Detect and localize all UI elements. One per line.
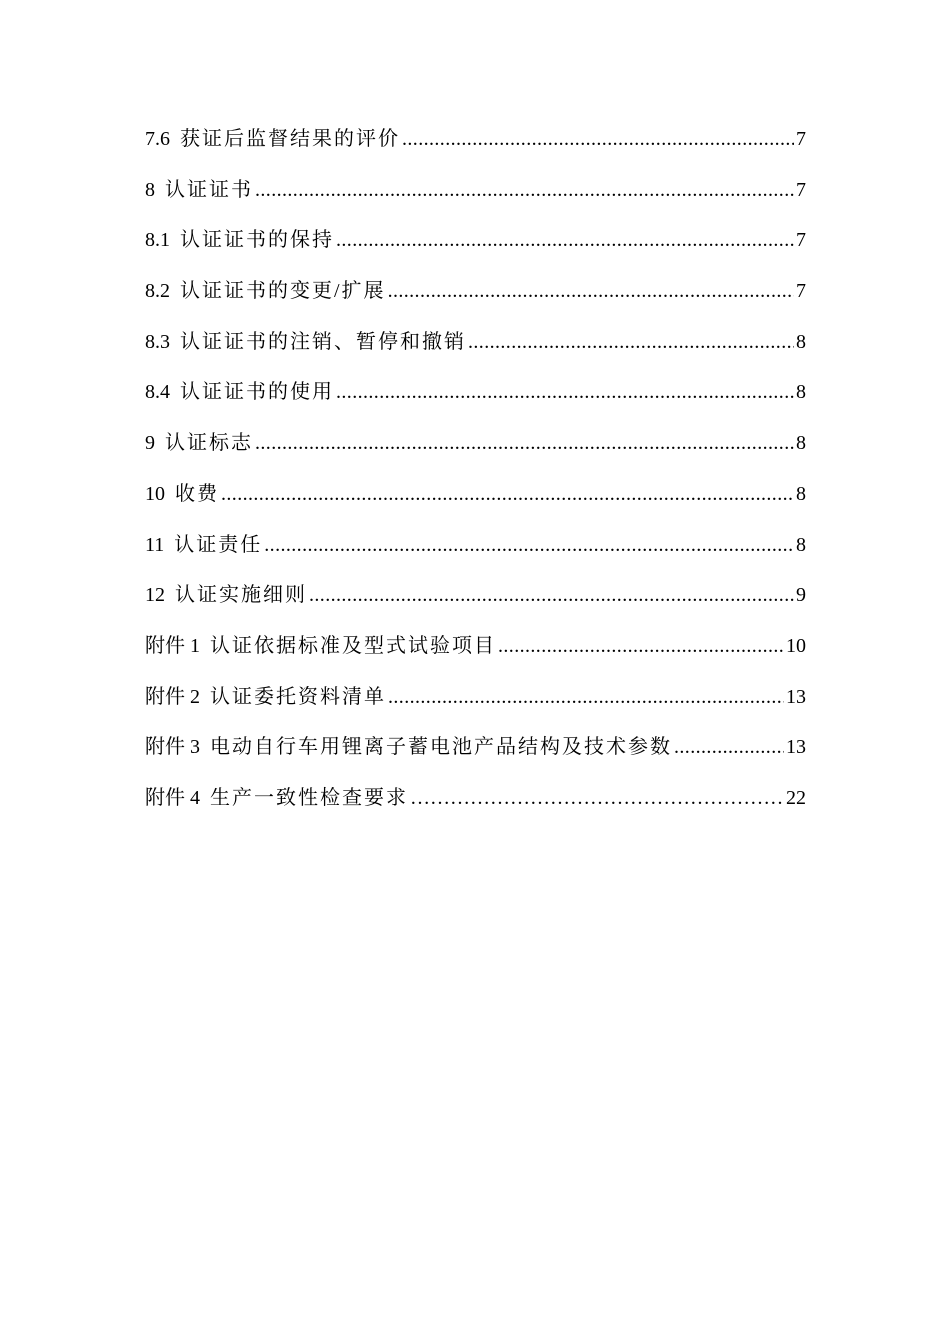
toc-dot-leader — [498, 628, 784, 664]
toc-entry[interactable] — [145, 222, 806, 273]
toc-entry[interactable] — [145, 374, 806, 425]
toc-dot-leader — [309, 577, 794, 613]
toc-entry-title: 获证后监督结果的评价 — [180, 128, 400, 150]
toc-entry-page: 13 — [786, 685, 806, 708]
toc-entry-page: 7 — [796, 128, 806, 150]
toc-entry[interactable] — [145, 425, 806, 476]
toc-entry-title: 认证依据标准及型式试验项目 — [210, 634, 496, 657]
toc-entry-number: 10 — [145, 482, 165, 505]
toc-entry-page: 8 — [796, 482, 806, 505]
toc-entry-title: 认证证书的保持 — [180, 229, 334, 252]
toc-dot-leader — [264, 527, 794, 563]
toc-entry-page: 8 — [796, 533, 806, 556]
toc-entry[interactable] — [145, 273, 806, 324]
toc-entry-title: 认证证书的注销、暂停和撤销 — [180, 330, 466, 353]
toc-entry-number: 12 — [145, 584, 165, 607]
toc-entry-number: 8.3 — [145, 330, 170, 353]
toc-entry[interactable] — [145, 527, 806, 578]
toc-entry-title: 认证委托资料清单 — [210, 685, 386, 708]
toc-entry-number: 附件 3 — [145, 736, 200, 759]
toc-entry-page: 8 — [796, 330, 806, 353]
toc-entry-number: 附件 4 — [145, 786, 200, 809]
toc-dot-leader — [674, 729, 784, 765]
toc-entry-page: 22 — [786, 786, 806, 809]
toc-entry[interactable] — [145, 121, 806, 172]
toc-entry-title: 认证证书 — [165, 178, 253, 201]
toc-entry-page: 10 — [786, 634, 806, 657]
toc-entry[interactable] — [145, 324, 806, 375]
toc-dot-leader — [468, 324, 794, 360]
toc-entry[interactable] — [145, 780, 806, 831]
toc-dot-leader — [221, 476, 794, 512]
toc-entry[interactable] — [145, 628, 806, 679]
toc-dot-leader — [255, 425, 794, 461]
toc-entry-title: 收费 — [175, 482, 219, 505]
toc-entry-title: 认证证书的使用 — [180, 381, 334, 404]
toc-entry-number: 11 — [145, 533, 165, 556]
toc-dot-leader — [336, 222, 794, 258]
toc-dot-leader — [402, 121, 794, 157]
toc-entry-number: 附件 1 — [145, 634, 200, 657]
toc-entry-title: 生产一致性检查要求 — [210, 786, 408, 809]
toc-entry[interactable] — [145, 729, 806, 780]
toc-dot-leader — [255, 172, 794, 208]
toc-dot-leader — [388, 679, 784, 715]
toc-entry-title: 认证实施细则 — [175, 584, 307, 607]
toc-entry-title: 认证标志 — [165, 432, 253, 455]
toc-entry-title: 认证责任 — [174, 533, 263, 556]
toc-dot-leader — [388, 273, 794, 309]
toc-entry-number: 8.4 — [145, 381, 170, 404]
toc-entry-page: 9 — [796, 584, 806, 607]
toc-entry-number: 7.6 — [145, 128, 170, 150]
toc-entry-page: 8 — [796, 381, 806, 404]
toc-ellipsis-leader — [410, 780, 784, 816]
table-of-contents — [145, 121, 806, 831]
toc-entry-page: 8 — [796, 432, 806, 455]
toc-entry-page: 7 — [796, 280, 806, 303]
toc-entry-title: 认证证书的变更/扩展 — [180, 280, 386, 303]
toc-entry-number: 8.1 — [145, 229, 170, 252]
toc-entry[interactable] — [145, 476, 806, 527]
toc-entry-page: 13 — [786, 736, 806, 759]
toc-entry-number: 8.2 — [145, 280, 170, 303]
toc-entry[interactable] — [145, 577, 806, 628]
toc-entry-page: 7 — [796, 229, 806, 252]
toc-dot-leader — [336, 374, 794, 410]
toc-entry-number: 8 — [145, 178, 155, 201]
toc-entry-page: 7 — [796, 178, 806, 201]
toc-entry-title: 电动自行车用锂离子蓄电池产品结构及技术参数 — [210, 736, 672, 759]
toc-entry[interactable] — [145, 172, 806, 223]
toc-entry-number: 9 — [145, 432, 155, 455]
toc-entry-number: 附件 2 — [145, 685, 200, 708]
toc-entry[interactable] — [145, 679, 806, 730]
